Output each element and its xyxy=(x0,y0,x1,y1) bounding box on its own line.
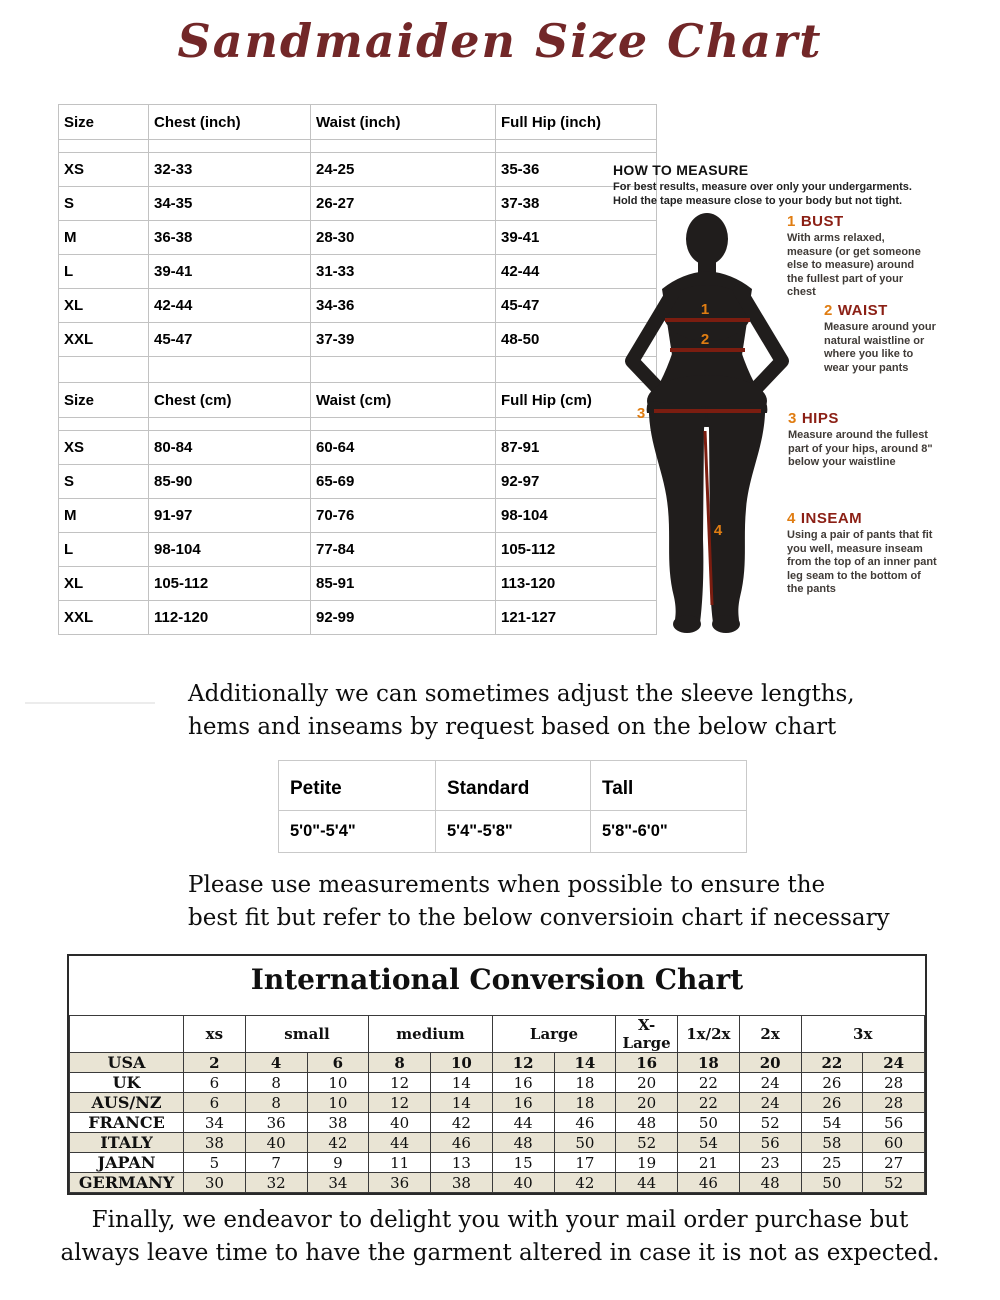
size-table-header-cm xyxy=(59,383,657,418)
conversion-size-value: 44 xyxy=(492,1113,554,1133)
conversion-size-group: small xyxy=(245,1016,369,1053)
size-table-row-inch-cell: 28-30 xyxy=(311,221,496,255)
step-waist-description: Measure around your natural waistline or where you like to wear your pants xyxy=(824,321,936,374)
figure-label-waist: 2 xyxy=(700,331,710,348)
step-inseam-name: INSEAM xyxy=(800,510,863,527)
conversion-size-value: 28 xyxy=(863,1073,925,1093)
size-table-spacer-cm-cell xyxy=(59,418,149,431)
size-table-row-cm-cell: 92-99 xyxy=(311,601,496,635)
conversion-size-value: 44 xyxy=(369,1133,431,1153)
conversion-country-label: JAPAN xyxy=(70,1153,184,1173)
conversion-size-value: 36 xyxy=(245,1113,307,1133)
conversion-row xyxy=(70,1153,925,1173)
conversion-size-value: 6 xyxy=(184,1073,246,1093)
step-inseam-heading xyxy=(787,510,939,527)
size-table-row-inch-cell: XL xyxy=(59,289,149,323)
size-table-gap-cell xyxy=(311,357,496,383)
conversion-size-value: 16 xyxy=(616,1053,678,1073)
size-table-spacer-inch-cell xyxy=(496,140,657,153)
size-table-row-cm-cell: 70-76 xyxy=(311,499,496,533)
height-table-header-row xyxy=(279,761,747,811)
size-table-row-inch-cell: 42-44 xyxy=(149,289,311,323)
size-table-row-inch-cell: 24-25 xyxy=(311,153,496,187)
conversion-size-value: 25 xyxy=(801,1153,863,1173)
step-waist-name: WAIST xyxy=(837,302,888,319)
size-table-row-cm-cell: 85-90 xyxy=(149,465,311,499)
size-table-row-cm-cell: 87-91 xyxy=(496,431,657,465)
step-bust-name: BUST xyxy=(800,213,844,230)
conversion-size-value: 50 xyxy=(801,1173,863,1193)
size-table-row-cm xyxy=(59,499,657,533)
conversion-row xyxy=(70,1133,925,1153)
size-table-row-inch-cell: 37-38 xyxy=(496,187,657,221)
conversion-size-group: 1x/2x xyxy=(678,1016,740,1053)
conversion-size-value: 38 xyxy=(431,1173,493,1193)
conversion-size-value: 10 xyxy=(431,1053,493,1073)
size-table-row-inch-cell: S xyxy=(59,187,149,221)
conversion-size-value: 60 xyxy=(863,1133,925,1153)
conversion-size-group: Large xyxy=(492,1016,616,1053)
size-table-row-cm xyxy=(59,567,657,601)
conversion-size-value: 14 xyxy=(431,1093,493,1113)
conversion-size-value: 20 xyxy=(616,1093,678,1113)
size-table-gap-cell xyxy=(149,357,311,383)
size-table-row-inch xyxy=(59,221,657,255)
conversion-row xyxy=(70,1073,925,1093)
conversion-size-value: 46 xyxy=(554,1113,616,1133)
conversion-size-value: 11 xyxy=(369,1153,431,1173)
size-table-row-inch-cell: 36-38 xyxy=(149,221,311,255)
conversion-row xyxy=(70,1173,925,1193)
conversion-size-value: 32 xyxy=(245,1173,307,1193)
adjust-note-line-1: Additionally we can sometimes adjust the sleeve lengths, xyxy=(188,681,855,707)
size-table-header-cm-cell: Full Hip (cm) xyxy=(496,383,657,418)
height-range-table xyxy=(278,760,747,853)
size-table-row-cm-cell: 60-64 xyxy=(311,431,496,465)
conversion-size-value: 4 xyxy=(245,1053,307,1073)
waist-line xyxy=(670,348,745,352)
conversion-size-value: 8 xyxy=(369,1053,431,1073)
conversion-size-value: 16 xyxy=(492,1073,554,1093)
size-table-header-inch xyxy=(59,105,657,140)
conversion-size-value: 56 xyxy=(863,1113,925,1133)
conversion-size-value: 48 xyxy=(739,1173,801,1193)
size-table-row-cm-cell: 113-120 xyxy=(496,567,657,601)
size-table-spacer-inch-cell xyxy=(59,140,149,153)
size-table-row-cm-cell: XXL xyxy=(59,601,149,635)
adjust-note-line-2: hems and inseams by request based on the below chart xyxy=(188,714,837,740)
conversion-size-value: 22 xyxy=(678,1073,740,1093)
conversion-size-value: 34 xyxy=(307,1173,369,1193)
conversion-size-value: 12 xyxy=(369,1093,431,1113)
size-table-row-inch-cell: 45-47 xyxy=(149,323,311,357)
conversion-size-value: 42 xyxy=(431,1113,493,1133)
step-inseam-description: Using a pair of pants that fit you well, measure inseam from the top of an inner pant leg seam to the bottom of the pants xyxy=(787,529,937,595)
size-table-row-cm-cell: XL xyxy=(59,567,149,601)
conversion-size-value: 42 xyxy=(554,1173,616,1193)
size-table-row-inch-cell: XXL xyxy=(59,323,149,357)
page-title: Sandmaiden Size Chart xyxy=(177,14,823,68)
size-table-gap xyxy=(59,357,657,383)
size-table-row-cm-cell: 98-104 xyxy=(496,499,657,533)
size-table-row-inch-cell: XS xyxy=(59,153,149,187)
height-value-petite: 5'0"-5'4" xyxy=(279,811,436,853)
conversion-size-value: 42 xyxy=(307,1133,369,1153)
conversion-size-value: 18 xyxy=(678,1053,740,1073)
conversion-size-value: 15 xyxy=(492,1153,554,1173)
conversion-size-value: 52 xyxy=(863,1173,925,1193)
step-bust-number: 1 xyxy=(787,213,796,230)
closing-note xyxy=(0,1204,1000,1270)
scan-artifact-line xyxy=(25,702,155,704)
size-table-row-cm-cell: M xyxy=(59,499,149,533)
conversion-size-value: 27 xyxy=(863,1153,925,1173)
measure-step-bust xyxy=(787,213,929,300)
bust-line xyxy=(665,318,750,322)
conversion-size-value: 38 xyxy=(184,1133,246,1153)
conversion-size-value: 22 xyxy=(678,1093,740,1113)
conversion-size-value: 40 xyxy=(245,1133,307,1153)
size-table-row-cm-cell: S xyxy=(59,465,149,499)
height-header-standard: Standard xyxy=(436,761,591,811)
conversion-size-value: 30 xyxy=(184,1173,246,1193)
step-hips-heading xyxy=(788,410,950,427)
conversion-size-value: 23 xyxy=(739,1153,801,1173)
conversion-size-value: 7 xyxy=(245,1153,307,1173)
closing-note-line-2: always leave time to have the garment altered in case it is not as expected. xyxy=(60,1240,940,1266)
conversion-size-value: 8 xyxy=(245,1093,307,1113)
figure-label-hips: 3 xyxy=(636,405,646,422)
size-table-spacer-cm xyxy=(59,418,657,431)
conversion-header-empty-cell xyxy=(70,1016,184,1053)
size-table-row-cm-cell: 105-112 xyxy=(496,533,657,567)
size-table-row-inch xyxy=(59,187,657,221)
size-table-row-cm-cell: L xyxy=(59,533,149,567)
size-table-row-cm xyxy=(59,465,657,499)
conversion-size-value: 13 xyxy=(431,1153,493,1173)
conversion-size-value: 12 xyxy=(369,1073,431,1093)
size-table-row-cm-cell: 91-97 xyxy=(149,499,311,533)
conversion-size-value: 12 xyxy=(492,1053,554,1073)
height-header-tall: Tall xyxy=(591,761,747,811)
measure-note xyxy=(188,869,890,935)
size-table-row-inch-cell: 32-33 xyxy=(149,153,311,187)
conversion-size-value: 58 xyxy=(801,1133,863,1153)
size-table-header-cm-cell: Waist (cm) xyxy=(311,383,496,418)
conversion-size-value: 2 xyxy=(184,1053,246,1073)
size-table-row-inch-cell: 45-47 xyxy=(496,289,657,323)
size-table-row-inch-cell: M xyxy=(59,221,149,255)
size-table-spacer-cm-cell xyxy=(311,418,496,431)
conversion-size-value: 5 xyxy=(184,1153,246,1173)
step-bust-heading xyxy=(787,213,929,230)
size-table-row-inch-cell: 35-36 xyxy=(496,153,657,187)
size-table-row-cm-cell: 98-104 xyxy=(149,533,311,567)
conversion-row xyxy=(70,1053,925,1073)
conversion-size-value: 26 xyxy=(801,1093,863,1113)
conversion-size-value: 10 xyxy=(307,1073,369,1093)
conversion-table xyxy=(69,1015,925,1193)
size-table-row-inch-cell: 39-41 xyxy=(496,221,657,255)
conversion-chart-title: International Conversion Chart xyxy=(250,963,744,996)
step-hips-number: 3 xyxy=(788,410,797,427)
size-table-header-inch-cell: Full Hip (inch) xyxy=(496,105,657,140)
size-table-row-cm-cell: 105-112 xyxy=(149,567,311,601)
size-table-row-cm-cell: 92-97 xyxy=(496,465,657,499)
conversion-size-value: 18 xyxy=(554,1073,616,1093)
conversion-size-group: 3x xyxy=(801,1016,925,1053)
step-inseam-number: 4 xyxy=(787,510,796,527)
conversion-size-value: 14 xyxy=(431,1073,493,1093)
measure-note-line-1: Please use measurements when possible to ensure the xyxy=(188,872,826,898)
size-table-row-inch-cell: 39-41 xyxy=(149,255,311,289)
size-table-row-inch-cell: 31-33 xyxy=(311,255,496,289)
size-table-row-inch-cell: 34-36 xyxy=(311,289,496,323)
conversion-size-value: 56 xyxy=(739,1133,801,1153)
size-table-row-inch-cell: 37-39 xyxy=(311,323,496,357)
conversion-country-label: GERMANY xyxy=(70,1173,184,1193)
measure-note-line-2: best fit but refer to the below conversioin chart if necessary xyxy=(188,905,890,931)
conversion-size-value: 36 xyxy=(369,1173,431,1193)
conversion-size-value: 44 xyxy=(616,1173,678,1193)
conversion-size-value: 54 xyxy=(801,1113,863,1133)
conversion-size-value: 22 xyxy=(801,1053,863,1073)
height-value-standard: 5'4"-5'8" xyxy=(436,811,591,853)
hip-line xyxy=(654,409,761,413)
how-to-measure-title: HOW TO MEASURE xyxy=(613,162,749,178)
step-hips-description: Measure around the fullest part of your hips, around 8" below your waistline xyxy=(788,429,933,468)
size-table-row-cm-cell: 112-120 xyxy=(149,601,311,635)
step-waist-heading xyxy=(824,302,940,319)
size-table-row-inch xyxy=(59,289,657,323)
size-table-header-cm-cell: Size xyxy=(59,383,149,418)
conversion-country-label: USA xyxy=(70,1053,184,1073)
size-table-header-inch-cell: Waist (inch) xyxy=(311,105,496,140)
size-table-row-cm xyxy=(59,431,657,465)
conversion-size-value: 52 xyxy=(616,1133,678,1153)
conversion-country-label: ITALY xyxy=(70,1133,184,1153)
conversion-size-value: 17 xyxy=(554,1153,616,1173)
size-table-row-cm-cell: 121-127 xyxy=(496,601,657,635)
conversion-size-group: xs xyxy=(184,1016,246,1053)
conversion-size-value: 46 xyxy=(678,1173,740,1193)
conversion-size-value: 40 xyxy=(369,1113,431,1133)
conversion-size-value: 16 xyxy=(492,1093,554,1113)
silhouette-shape xyxy=(632,213,782,633)
size-table-row-cm-cell: 80-84 xyxy=(149,431,311,465)
conversion-size-value: 50 xyxy=(554,1133,616,1153)
conversion-size-value: 54 xyxy=(678,1133,740,1153)
size-table-row-inch-cell: 26-27 xyxy=(311,187,496,221)
size-table-header-inch-cell: Chest (inch) xyxy=(149,105,311,140)
conversion-size-value: 18 xyxy=(554,1093,616,1113)
size-table-spacer-inch-cell xyxy=(149,140,311,153)
conversion-size-value: 48 xyxy=(492,1133,554,1153)
size-table-row-cm xyxy=(59,533,657,567)
conversion-size-value: 6 xyxy=(307,1053,369,1073)
adjust-note xyxy=(188,678,855,744)
size-table-row-inch xyxy=(59,255,657,289)
conversion-size-group: medium xyxy=(369,1016,493,1053)
closing-note-line-1: Finally, we endeavor to delight you with your mail order purchase but xyxy=(91,1207,909,1233)
size-table-row-inch-cell: L xyxy=(59,255,149,289)
conversion-row xyxy=(70,1093,925,1113)
conversion-header-row xyxy=(70,1016,925,1053)
conversion-size-group: X-Large xyxy=(616,1016,678,1053)
conversion-size-value: 38 xyxy=(307,1113,369,1133)
size-table-row-inch-cell: 34-35 xyxy=(149,187,311,221)
conversion-size-value: 6 xyxy=(184,1093,246,1113)
size-table-row-cm-cell: 77-84 xyxy=(311,533,496,567)
conversion-size-value: 10 xyxy=(307,1093,369,1113)
conversion-size-value: 40 xyxy=(492,1173,554,1193)
subtitle-line-1: For best results, measure over only your undergarments. xyxy=(613,181,912,193)
size-table-spacer-inch-cell xyxy=(311,140,496,153)
conversion-size-value: 46 xyxy=(431,1133,493,1153)
size-table-row-cm-cell: 85-91 xyxy=(311,567,496,601)
conversion-size-value: 50 xyxy=(678,1113,740,1133)
figure-label-bust: 1 xyxy=(700,301,710,318)
size-table-row-inch xyxy=(59,323,657,357)
international-conversion-chart xyxy=(67,954,927,1195)
conversion-size-value: 52 xyxy=(739,1113,801,1133)
conversion-size-value: 19 xyxy=(616,1153,678,1173)
conversion-size-value: 20 xyxy=(739,1053,801,1073)
conversion-size-value: 28 xyxy=(863,1093,925,1113)
size-table-header-cm-cell: Chest (cm) xyxy=(149,383,311,418)
measure-step-hips xyxy=(788,410,950,470)
conversion-size-value: 14 xyxy=(554,1053,616,1073)
figure-label-inseam: 4 xyxy=(713,522,723,539)
conversion-size-group: 2x xyxy=(739,1016,801,1053)
step-bust-description: With arms relaxed, measure (or get someone else to measure) around the fullest part of your chest xyxy=(787,232,921,298)
size-table-row-cm-cell: XS xyxy=(59,431,149,465)
conversion-country-label: UK xyxy=(70,1073,184,1093)
conversion-size-value: 24 xyxy=(863,1053,925,1073)
body-silhouette xyxy=(612,203,812,643)
size-table-row-inch xyxy=(59,153,657,187)
size-table-gap-cell xyxy=(59,357,149,383)
height-table-value-row xyxy=(279,811,747,853)
conversion-size-value: 9 xyxy=(307,1153,369,1173)
conversion-row xyxy=(70,1113,925,1133)
conversion-size-value: 21 xyxy=(678,1153,740,1173)
size-table-row-inch-cell: 48-50 xyxy=(496,323,657,357)
conversion-size-value: 26 xyxy=(801,1073,863,1093)
conversion-size-value: 48 xyxy=(616,1113,678,1133)
size-table-spacer-cm-cell xyxy=(149,418,311,431)
size-table-header-inch-cell: Size xyxy=(59,105,149,140)
conversion-country-label: FRANCE xyxy=(70,1113,184,1133)
conversion-country-label: AUS/NZ xyxy=(70,1093,184,1113)
measure-step-waist xyxy=(824,302,940,375)
step-hips-name: HIPS xyxy=(801,410,839,427)
height-header-petite: Petite xyxy=(279,761,436,811)
size-table-spacer-inch xyxy=(59,140,657,153)
measurement-figure xyxy=(612,203,812,643)
measure-step-inseam xyxy=(787,510,939,597)
conversion-size-value: 8 xyxy=(245,1073,307,1093)
conversion-size-value: 34 xyxy=(184,1113,246,1133)
size-measurement-table xyxy=(58,104,657,635)
step-waist-number: 2 xyxy=(824,302,833,319)
height-value-tall: 5'8"-6'0" xyxy=(591,811,747,853)
conversion-size-value: 24 xyxy=(739,1093,801,1113)
subtitle-line-2: Hold the tape measure close to your body but not tight. xyxy=(613,195,903,207)
size-table-row-cm xyxy=(59,601,657,635)
size-table-row-cm-cell: 65-69 xyxy=(311,465,496,499)
size-table-row-inch-cell: 42-44 xyxy=(496,255,657,289)
conversion-size-value: 20 xyxy=(616,1073,678,1093)
conversion-size-value: 24 xyxy=(739,1073,801,1093)
